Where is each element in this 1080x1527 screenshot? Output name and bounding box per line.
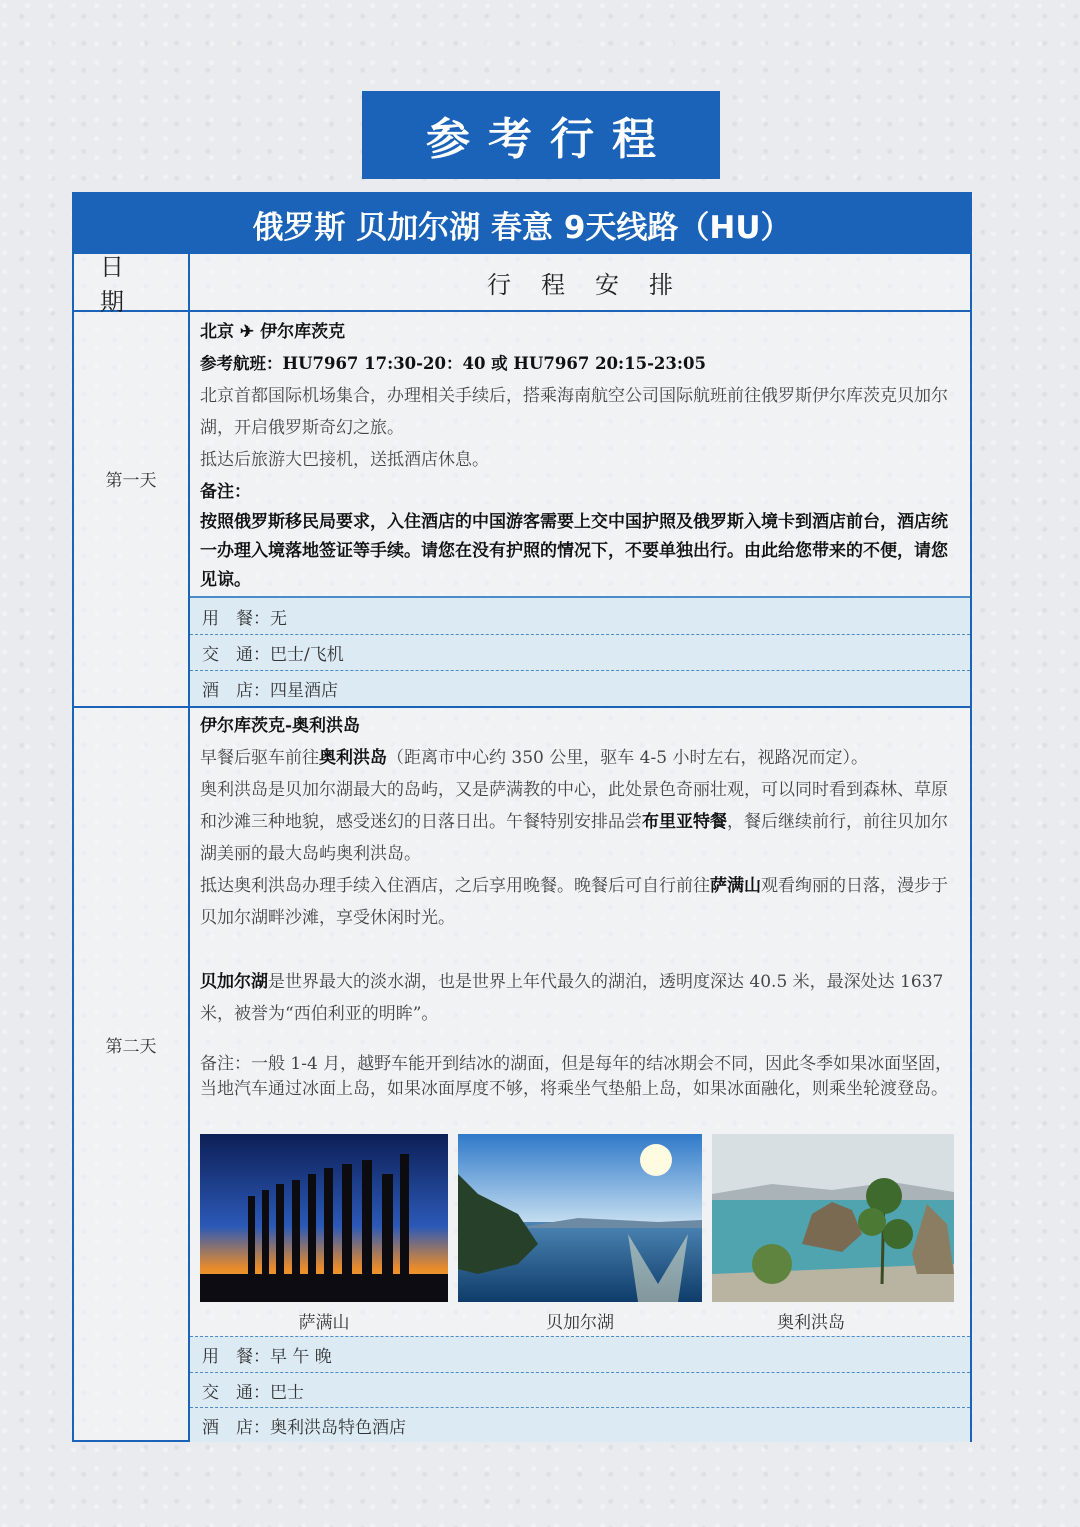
day1-meal: 用 餐：无: [190, 596, 970, 634]
day1-note-title: 备注：: [200, 482, 251, 502]
caption-olkhon-island: 奥利洪岛: [777, 1313, 845, 1333]
photo-baikal-lake: [458, 1134, 702, 1302]
header-date: 日期: [74, 254, 190, 312]
day2-route: 伊尔库茨克-奥利洪岛: [200, 716, 361, 736]
day2-meal: 用 餐：早 午 晚: [190, 1336, 970, 1372]
row-divider: [74, 706, 970, 708]
column-divider: [188, 312, 190, 1442]
day2-transport: 交 通：巴士: [190, 1372, 970, 1407]
day2-paragraph-2: 奥利洪岛是贝加尔湖最大的岛屿，又是萨满教的中心，此处景色奇丽壮观，可以同时看到森林、草原和沙滩三种地貌，感受迷幻的日落日出。午餐特别安排品尝布里亚特餐，餐后继续前行，前往贝加尔湖美丽的最大岛屿奥利洪岛。: [200, 780, 948, 864]
day2-hotel: 酒 店：奥利洪岛特色酒店: [190, 1407, 970, 1442]
day1-label: 第一天: [105, 471, 157, 491]
day2-paragraph-4: 贝加尔湖是世界最大的淡水湖，也是世界上年代最久的湖泊，透明度深达 40.5 米，最深处达 1637 米，被誉为“西伯利亚的明眸”。: [200, 972, 944, 1024]
day2-content: [200, 710, 962, 1102]
day1-hotel: 酒 店：四星酒店: [190, 670, 970, 706]
photo-olkhon-island: [712, 1134, 954, 1302]
day1-paragraph-1: 北京首都国际机场集合，办理相关手续后，搭乘海南航空公司国际航班前往俄罗斯伊尔库茨克贝加尔湖，开启俄罗斯奇幻之旅。: [200, 386, 948, 438]
day1-content: [200, 316, 962, 595]
day1-route: 北京 ✈ 伊尔库茨克: [200, 322, 346, 342]
caption-baikal-lake: 贝加尔湖: [546, 1313, 614, 1333]
day2-paragraph-1: 早餐后驱车前往奥利洪岛（距离市中心约 350 公里，驱车 4-5 小时左右，视路况而定）。: [200, 748, 868, 768]
day2-note: 备注：一般 1-4 月，越野车能开到结冰的湖面，但是每年的结冰期会不同，因此冬季如果冰面坚固，当地汽车通过冰面上岛，如果冰面厚度不够，将乘坐气垫船上岛，如果冰面融化，则乘坐轮渡登岛。: [200, 1054, 953, 1099]
day1-transport: 交 通：巴士/飞机: [190, 634, 970, 670]
caption-shaman-rock: 萨满山: [298, 1313, 350, 1333]
day1-paragraph-2: 抵达后旅游大巴接机，送抵酒店休息。: [200, 450, 489, 470]
day2-label: 第二天: [105, 1037, 157, 1057]
day1-flight: 参考航班：HU7967 17:30-20：40 或 HU7967 20:15-23:05: [200, 354, 706, 373]
day1-note: 按照俄罗斯移民局要求，入住酒店的中国游客需要上交中国护照及俄罗斯入境卡到酒店前台，酒店统一办理入境落地签证等手续。请您在没有护照的情况下，不要单独出行。由此给您带来的不便，请您见谅。: [200, 512, 948, 590]
itinerary-table: [72, 192, 972, 1442]
header-plan: 行程安排: [190, 254, 970, 312]
page-title: 参考行程: [362, 91, 720, 179]
photo-shaman-rock: [200, 1134, 448, 1302]
route-title: 俄罗斯 贝加尔湖 春意 9天线路（HU）: [74, 194, 970, 254]
day2-paragraph-3: 抵达奥利洪岛办理手续入住酒店，之后享用晚餐。晚餐后可自行前往萨满山观看绚丽的日落，漫步于贝加尔湖畔沙滩，享受休闲时光。: [200, 876, 948, 928]
